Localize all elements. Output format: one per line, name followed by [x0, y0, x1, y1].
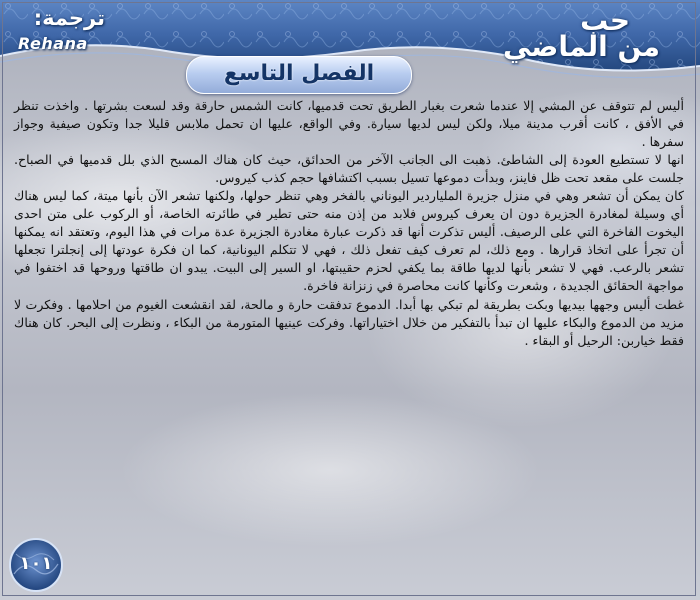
translator-name: Rehana	[18, 34, 88, 53]
paragraph: أليس لم تتوقف عن المشي إلا عندما شعرت بغبار الطريق تحت قدميها، كانت الشمس حارقة وقد لسعت بشرتها . واخذت تنظر في الأفق ، كانت أقرب مدينة ميلا، ولكن ليس لديها سيارة. وفي الواقع، عليها ان تحمل ملابس قليلا جدا وتكون صيفية وجواز سفرها .	[14, 98, 684, 150]
paragraph: انها لا تستطيع العودة إلى الشاطئ. ذهبت الى الجانب الآخر من الحدائق، حيث كان هناك المسبح الذي بلل قدميها في الصباح. جلست على مقعد تحت ظل فاينز، وبدأت دموعها تسيل بسبب اكتشافها حجم كذب كيروس.	[14, 152, 684, 186]
series-title-line2: من الماضي	[502, 30, 660, 63]
chapter-title: الفصل التاسع	[223, 61, 375, 86]
chapter-title-banner	[186, 56, 412, 94]
page-number: ١٠١	[19, 553, 53, 574]
paragraph: كان يمكن أن تشعر وهي في منزل جزيرة الملياردير اليوناني بالفخر وهي تنظر حولها، ولكنها تشعر الآن بأنها ميتة، كما ليس هناك أي وسيلة لمغادرة الجزيرة دون ان يعرف كيروس فلابد من إذن منه حتى تطير في طائرته الخاصة، أو الركوب على متن احدى اليخوت الفاخرة التي على الرصيف. أليس تذكرت أنها قد ذكرت عبارة مغادرة الجزيرة عدة مرات في هذا اليوم، وتعتقد انه يمكنها أن تجرأ على اتخاذ قرارها . ومع ذلك، لم تعرف كيف تفعل ذلك ، فهي لا تتكلم اليونانية، كما ان فكرة عودتها إلى إنجلترا تجعلها تشعر بالرعب. فهي لا تشعر بأنها لديها طاقة بما يكفي لحزم حقيبتها، او السير إلى البيت. يبدو ان طاقتها وروحها قد اختفوا في مواجهة الحقائق الجديدة ، وشعرت وكأنها كانت محاصرة في زنزانة فاخرة.	[14, 188, 684, 294]
series-title-line1: حب	[580, 4, 630, 37]
chapter-body-text	[14, 97, 684, 350]
translation-label: ترجمة:	[33, 6, 105, 30]
header-banner	[0, 0, 700, 90]
paragraph: غطت أليس وجهها بيديها وبكت بطريقة لم تبكي بها أبدا. الدموع تدفقت حارة و مالحة، لقد انقشعت الغيوم من احلامها . وفكرت لا مزيد من الدموع والبكاء عليها ان تبدأ بالتفكير من خلال اختياراتها. وفركت عينيها المتورمة من البكاء ، ونظرت إلى البحر. كان هناك فقط خياربن: الرحيل أو البقاء .	[14, 296, 684, 348]
page-number-badge	[4, 534, 68, 596]
